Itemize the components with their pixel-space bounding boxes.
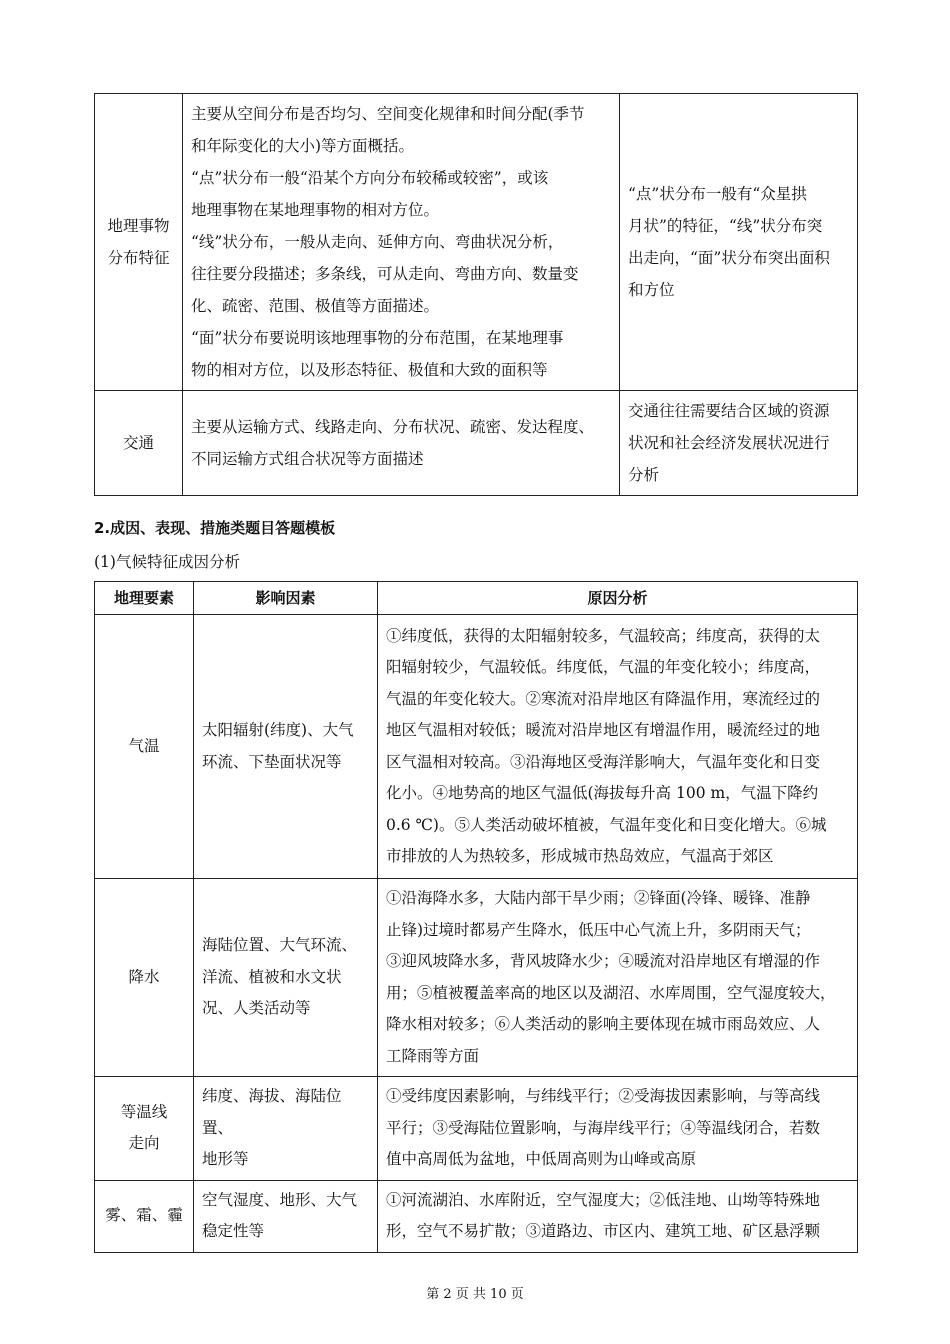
column-header: 影响因素 [194, 582, 378, 615]
analysis-cell: ①纬度低，获得的太阳辐射较多，气温较高；纬度高，获得的太 阳辐射较少，气温较低。纬度低，气温的年变化较小；纬度高， 气温的年变化较大。②寒流对沿岸地区有降温作用，寒流经过的 地区气温相对较低；暖流对沿岸地区有增温作用，暖流经过的地 区气温相对较高。③沿海地区受海洋影响大，气温年变化和日变 化小。④地势高的地区气温低(海拔每升高 100 m，气温下降约 0.6 ℃)。⑤人类活动破坏植被，气温年变化和日变化增大。⑥城 市排放的人为热较多，形成城市热岛效应，气温高于郊区 [378, 615, 858, 879]
row-label: 交通 [95, 391, 183, 496]
element-cell: 气温 [95, 615, 194, 879]
table-row [95, 615, 858, 879]
table-header-row [95, 582, 858, 615]
row-note: “点”状分布一般有“众星拱 月状”的特征，“线”状分布突 出走向，“面”状分布突出面积 和方位 [620, 94, 858, 391]
table-row [95, 391, 858, 496]
element-cell: 降水 [95, 879, 194, 1077]
factor-cell: 纬度、海拔、海陆位置、 地形等 [194, 1077, 378, 1181]
table-row [95, 1077, 858, 1181]
element-cell: 雾、霜、霾 [95, 1180, 194, 1252]
row-content: 主要从空间分布是否均匀、空间变化规律和时间分配(季节 和年际变化的大小)等方面概括。 “点”状分布一般“沿某个方向分布较稀或较密”，或该 地理事物在某地理事物的相对方位。 “线”状分布，一般从走向、延伸方向、弯曲状况分析， 往往要分段描述；多条线，可从走向、弯曲方向、数量变 化、疏密、范围、极值等方面描述。 “面”状分布要说明该地理事物的分布范围，在某地理事 物的相对方位，以及形态特征、极值和大致的面积等 [183, 94, 620, 391]
row-content: 主要从运输方式、线路走向、分布状况、疏密、发达程度、 不同运输方式组合状况等方面描述 [183, 391, 620, 496]
analysis-cell: ①沿海降水多，大陆内部干旱少雨；②锋面(冷锋、暖锋、准静 止锋)过境时都易产生降水，低压中心气流上升，多阴雨天气； ③迎风坡降水多，背风坡降水少；④暖流对沿岸地区有增湿的作 用；⑤植被覆盖率高的地区以及湖沼、水库周围，空气湿度较大， 降水相对较多；⑥人类活动的影响主要体现在城市雨岛效应、人 工降雨等方面 [378, 879, 858, 1077]
element-cell: 等温线 走向 [95, 1077, 194, 1181]
factor-cell: 海陆位置、大气环流、 洋流、植被和水文状 况、人类活动等 [194, 879, 378, 1077]
table-row [95, 94, 858, 391]
page-footer: 第 2 页 共 10 页 [426, 1287, 524, 1302]
factor-cell: 太阳辐射(纬度)、大气 环流、下垫面状况等 [194, 615, 378, 879]
section-subtitle: (1)气候特征成因分析 [94, 553, 240, 571]
distribution-table [94, 93, 858, 496]
table-row [95, 879, 858, 1077]
section-title: 2.成因、表现、措施类题目答题模板 [94, 519, 336, 537]
analysis-cell: ①河流湖泊、水库附近，空气湿度大；②低洼地、山坳等特殊地 形，空气不易扩散；③道路边、市区内、建筑工地、矿区悬浮颗 [378, 1180, 858, 1252]
row-note: 交通往往需要结合区域的资源 状况和社会经济发展状况进行 分析 [620, 391, 858, 496]
column-header: 地理要素 [95, 582, 194, 615]
column-header: 原因分析 [378, 582, 858, 615]
table-row [95, 1180, 858, 1252]
climate-cause-table [94, 581, 858, 1253]
row-label: 地理事物 分布特征 [95, 94, 183, 391]
factor-cell: 空气湿度、地形、大气 稳定性等 [194, 1180, 378, 1252]
analysis-cell: ①受纬度因素影响，与纬线平行；②受海拔因素影响，与等高线 平行；③受海陆位置影响，与海岸线平行；④等温线闭合，若数 值中高周低为盆地，中低周高则为山峰或高原 [378, 1077, 858, 1181]
